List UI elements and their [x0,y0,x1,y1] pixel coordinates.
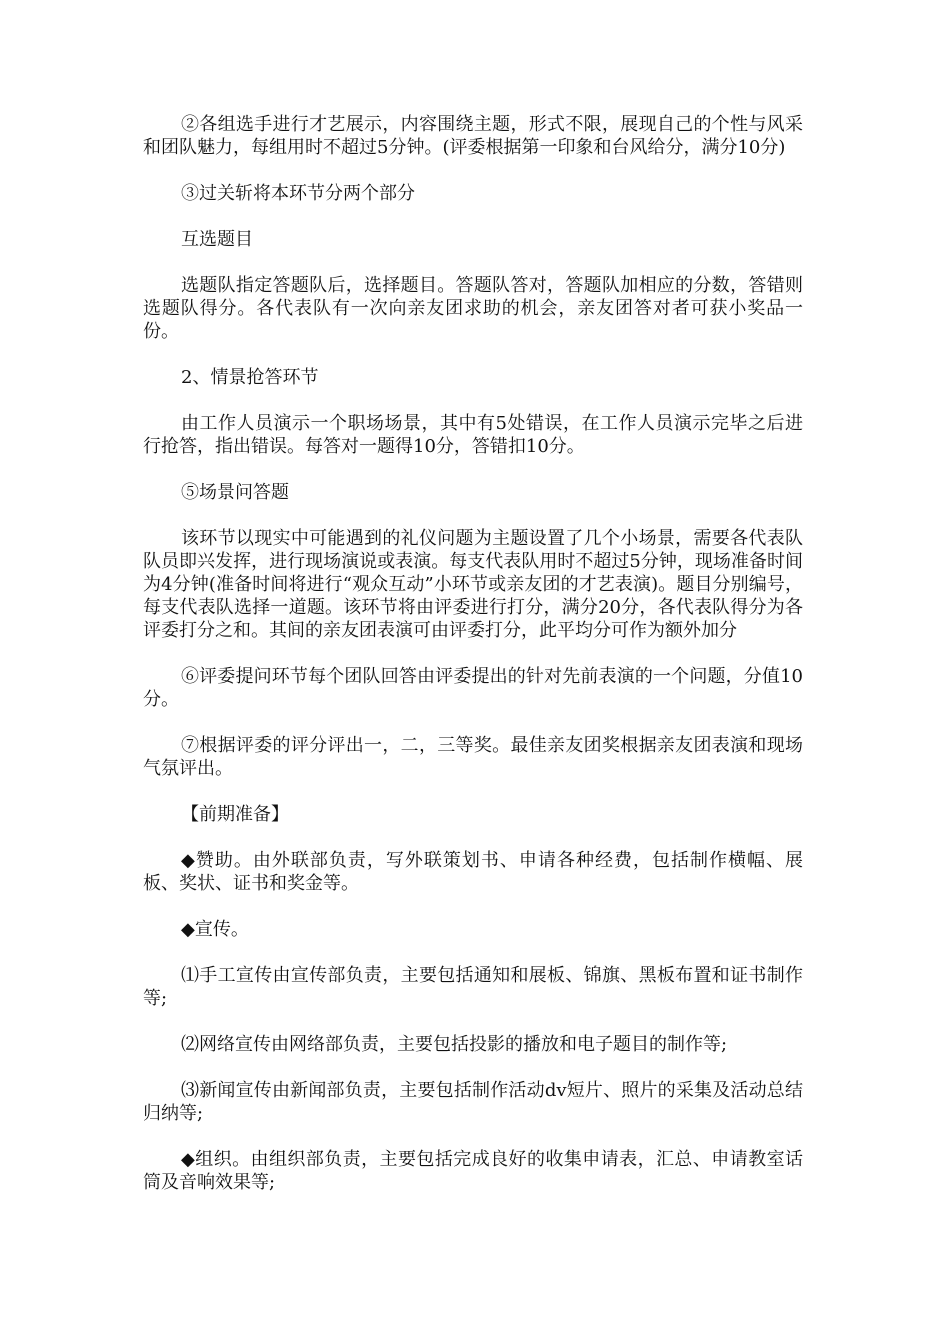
paragraph-scene-qa-rules: 该环节以现实中可能遇到的礼仪问题为主题设置了几个小场景，需要各代表队队员即兴发挥，进行现场演说或表演。每支代表队用时不超过5分钟，现场准备时间为4分钟(准备时间将进行“观众互动”小环节或亲友团的才艺表演)。题目分别编号，每支代表队选择一道题。该环节将由评委进行打分，满分20分，各代表队得分为各评委打分之和。其间的亲友团表演可由评委打分，此平均分可作为额外加分 [143,528,803,641]
paragraph-mutual-select-rules: 选题队指定答题队后，选择题目。答题队答对，答题队加相应的分数，答错则选题队得分。各代表队有一次向亲友团求助的机会，亲友团答对者可获小奖品一份。 [143,275,803,342]
paragraph-scene-qa-heading: ⑤场景问答题 [181,482,289,503]
document-body [143,113,803,1217]
paragraph-online-publicity: ⑵网络宣传由网络部负责，主要包括投影的播放和电子题目的制作等; [181,1034,728,1055]
paragraph-manual-publicity: ⑴手工宣传由宣传部负责，主要包括通知和展板、锦旗、黑板布置和证书制作等; [143,965,803,1009]
paragraph-round-intro: ③过关斩将本环节分两个部分 [181,183,415,204]
paragraph-preparation-heading: 【前期准备】 [181,804,289,825]
paragraph-scenario-quiz-rules: 由工作人员演示一个职场场景，其中有5处错误，在工作人员演示完毕之后进行抢答，指出错误。每答对一题得10分，答错扣10分。 [143,413,803,457]
paragraph-mutual-select-heading: 互选题目 [181,229,253,250]
paragraph-sponsorship: ◆赞助。由外联部负责，写外联策划书、申请各种经费，包括制作横幅、展板、奖状、证书和奖金等。 [143,850,803,894]
paragraph-talent-show: ②各组选手进行才艺展示，内容围绕主题，形式不限，展现自己的个性与风采和团队魅力，每组用时不超过5分钟。(评委根据第一印象和台风给分，满分10分) [143,114,803,158]
paragraph-awards: ⑦根据评委的评分评出一，二，三等奖。最佳亲友团奖根据亲友团表演和现场气氛评出。 [143,735,803,779]
paragraph-news-publicity: ⑶新闻宣传由新闻部负责，主要包括制作活动dv短片、照片的采集及活动总结归纳等; [143,1080,803,1124]
paragraph-organization: ◆组织。由组织部负责，主要包括完成良好的收集申请表，汇总、申请教室话筒及音响效果等; [143,1149,803,1193]
paragraph-publicity-heading: ◆宣传。 [181,919,249,940]
paragraph-judge-questions: ⑥评委提问环节每个团队回答由评委提出的针对先前表演的一个问题，分值10分。 [143,666,803,710]
paragraph-scenario-quiz-heading: 2、情景抢答环节 [181,367,319,388]
